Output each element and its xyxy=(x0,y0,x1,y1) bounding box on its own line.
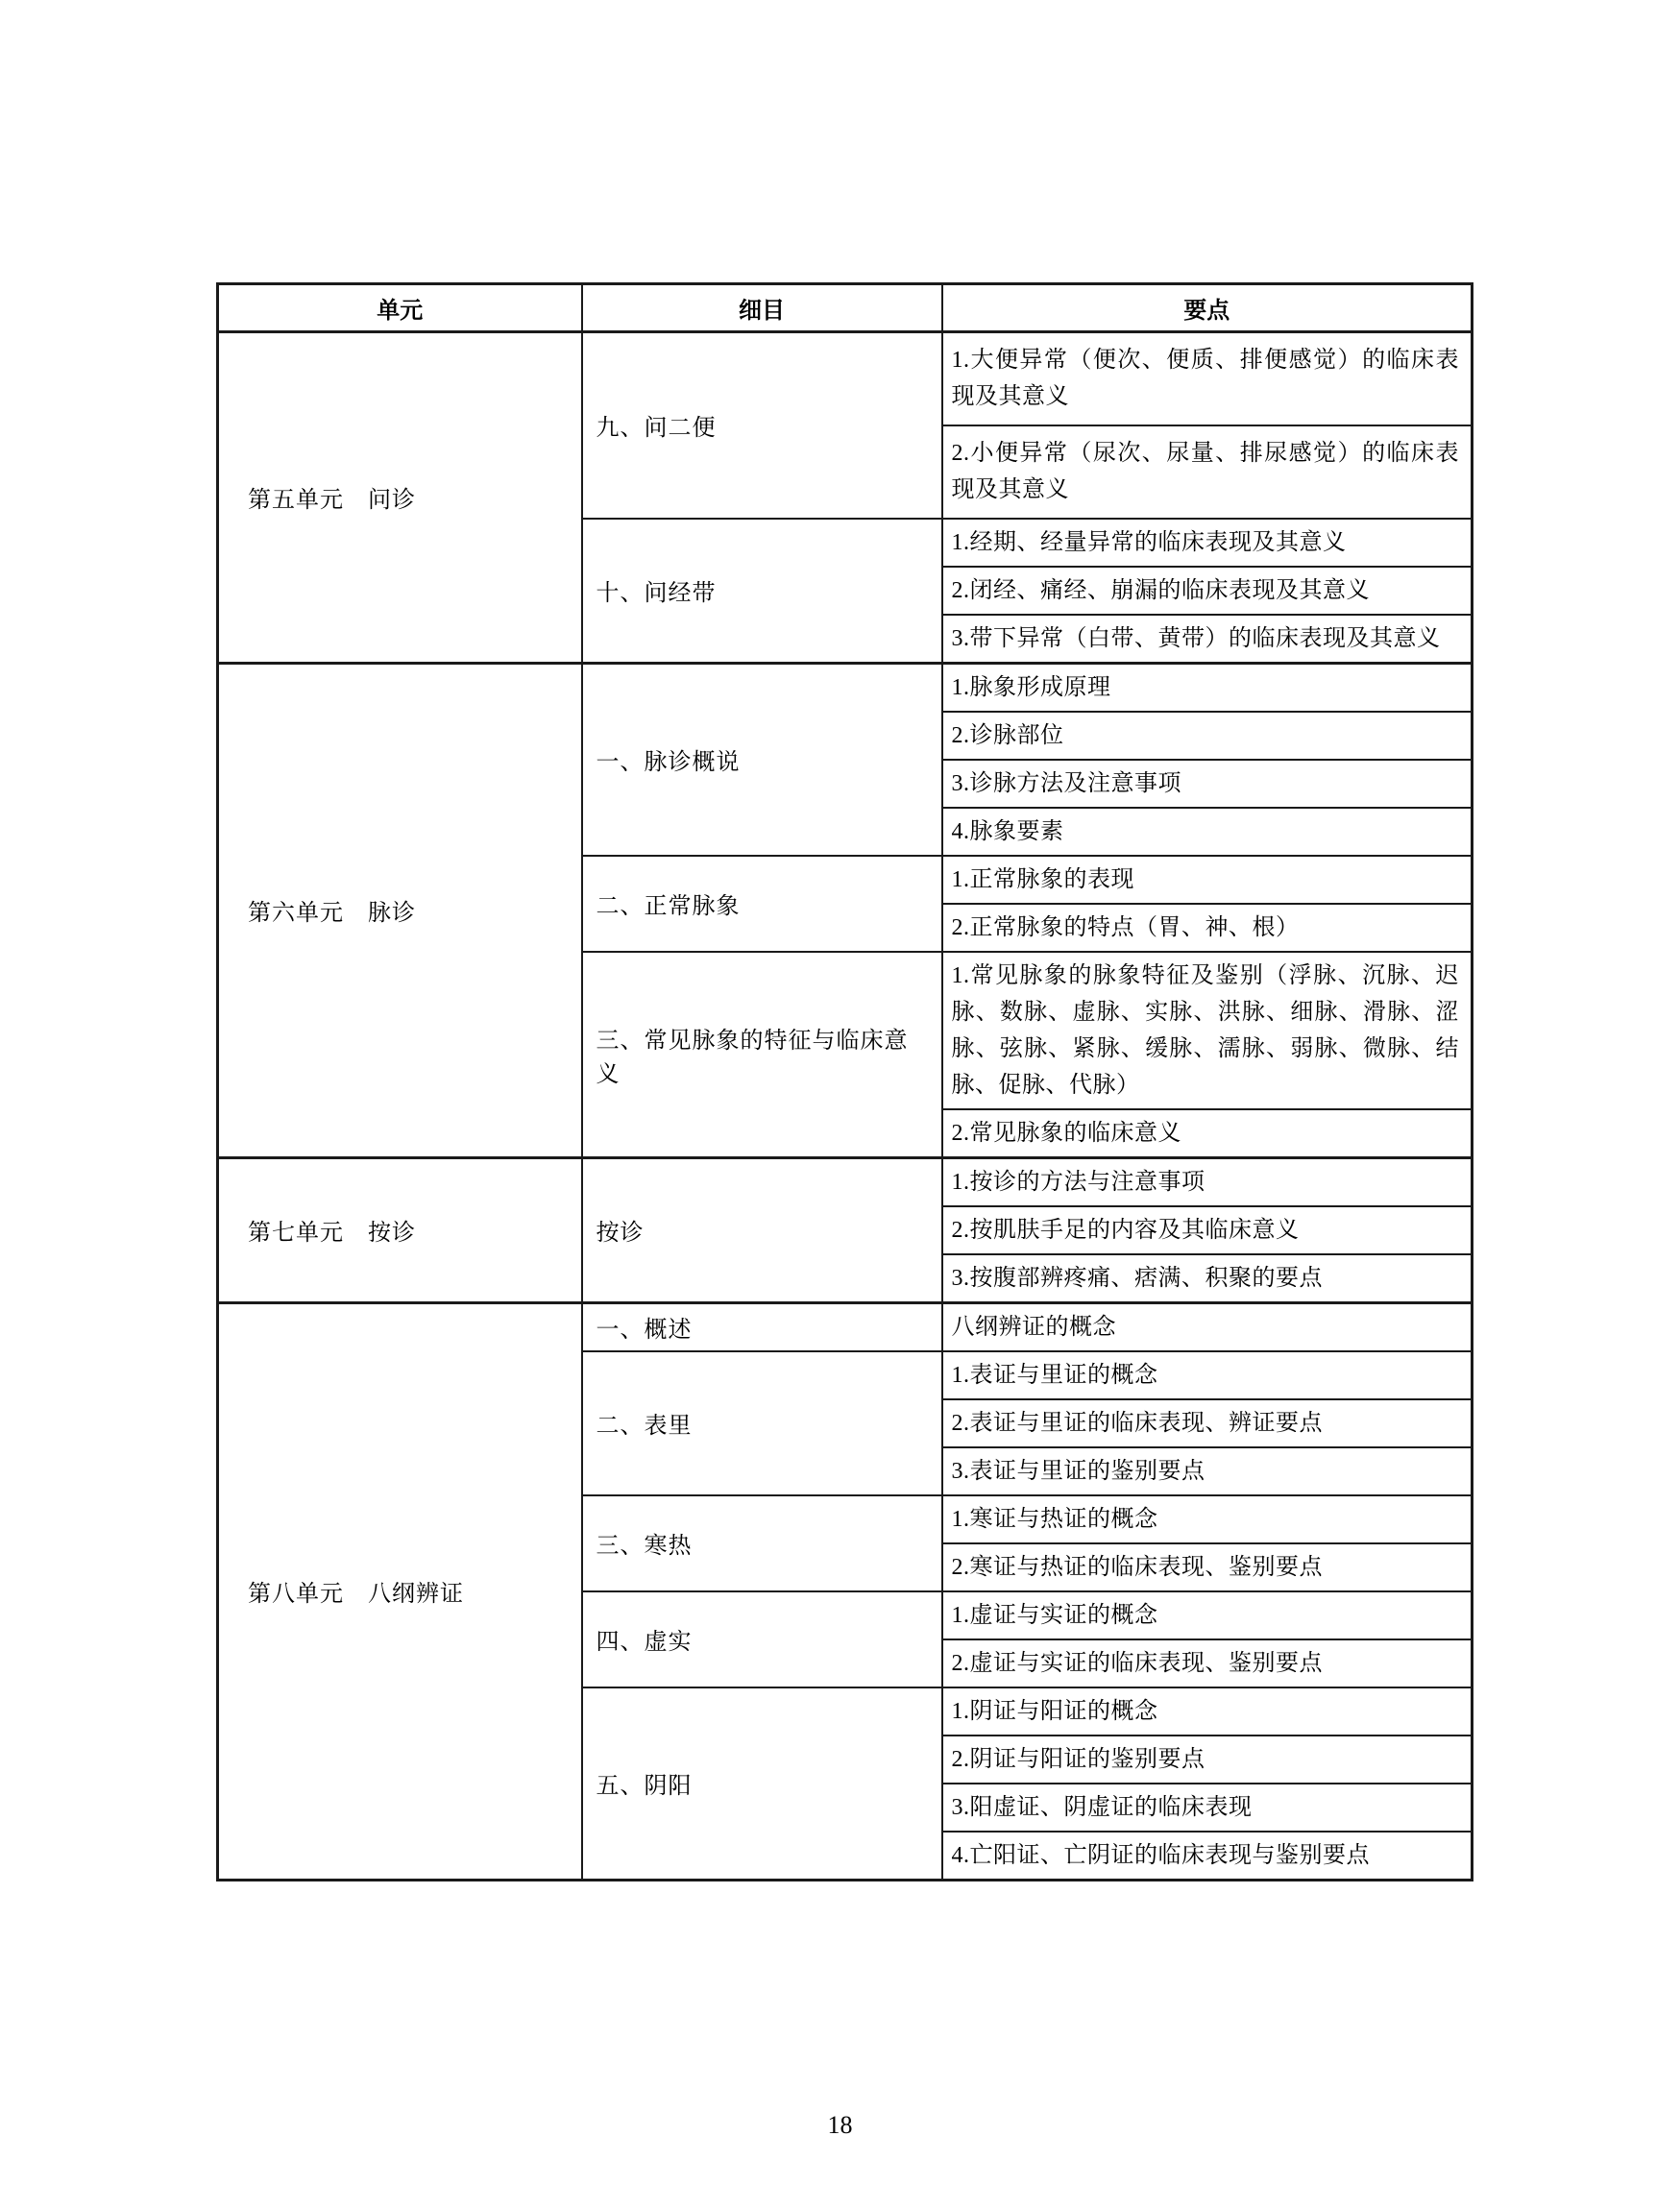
point-cell: 2.闭经、痛经、崩漏的临床表现及其意义 xyxy=(942,567,1473,615)
unit-cell: 第八单元 八纲辨证 xyxy=(218,1302,582,1880)
unit-cell: 第七单元 按诊 xyxy=(218,1157,582,1302)
point-cell: 2.小便异常（尿次、尿量、排尿感觉）的临床表现及其意义 xyxy=(942,425,1473,519)
point-cell: 4.亡阳证、亡阴证的临床表现与鉴别要点 xyxy=(942,1832,1473,1881)
point-cell: 2.寒证与热证的临床表现、鉴别要点 xyxy=(942,1543,1473,1591)
point-cell: 1.正常脉象的表现 xyxy=(942,856,1473,904)
point-cell: 3.诊脉方法及注意事项 xyxy=(942,760,1473,808)
point-cell: 2.按肌肤手足的内容及其临床意义 xyxy=(942,1206,1473,1254)
point-cell: 1.经期、经量异常的临床表现及其意义 xyxy=(942,519,1473,567)
point-cell: 2.虚证与实证的临床表现、鉴别要点 xyxy=(942,1639,1473,1687)
item-cell: 按诊 xyxy=(582,1157,942,1302)
point-cell: 1.阴证与阳证的概念 xyxy=(942,1687,1473,1736)
point-cell: 1.表证与里证的概念 xyxy=(942,1351,1473,1399)
point-cell: 1.虚证与实证的概念 xyxy=(942,1591,1473,1639)
item-cell: 五、阴阳 xyxy=(582,1687,942,1881)
point-cell: 3.带下异常（白带、黄带）的临床表现及其意义 xyxy=(942,615,1473,664)
item-cell: 九、问二便 xyxy=(582,332,942,519)
table-row xyxy=(218,1302,1473,1351)
unit-cell: 第六单元 脉诊 xyxy=(218,663,582,1157)
point-cell: 1.按诊的方法与注意事项 xyxy=(942,1157,1473,1206)
point-cell: 1.脉象形成原理 xyxy=(942,663,1473,712)
page-number: 18 xyxy=(827,2111,853,2139)
point-cell: 3.按腹部辨疼痛、痞满、积聚的要点 xyxy=(942,1254,1473,1303)
item-cell: 三、常见脉象的特征与临床意义 xyxy=(582,952,942,1158)
syllabus-table-container xyxy=(216,282,1471,1881)
point-cell: 3.表证与里证的鉴别要点 xyxy=(942,1447,1473,1495)
point-cell: 2.表证与里证的临床表现、辨证要点 xyxy=(942,1399,1473,1447)
item-cell: 二、表里 xyxy=(582,1351,942,1495)
point-cell: 八纲辨证的概念 xyxy=(942,1302,1473,1351)
point-cell: 3.阳虚证、阴虚证的临床表现 xyxy=(942,1784,1473,1832)
point-cell: 2.阴证与阳证的鉴别要点 xyxy=(942,1736,1473,1784)
point-cell: 2.常见脉象的临床意义 xyxy=(942,1109,1473,1158)
syllabus-table xyxy=(216,282,1473,1881)
item-cell: 一、概述 xyxy=(582,1302,942,1351)
item-cell: 一、脉诊概说 xyxy=(582,663,942,856)
point-cell: 1.寒证与热证的概念 xyxy=(942,1495,1473,1543)
unit-cell: 第五单元 问诊 xyxy=(218,332,582,664)
column-header-unit: 单元 xyxy=(218,284,582,332)
point-cell: 4.脉象要素 xyxy=(942,808,1473,856)
column-header-point: 要点 xyxy=(942,284,1473,332)
column-header-item: 细目 xyxy=(582,284,942,332)
point-cell: 2.正常脉象的特点（胃、神、根） xyxy=(942,904,1473,952)
item-cell: 四、虚实 xyxy=(582,1591,942,1687)
point-cell: 1.常见脉象的脉象特征及鉴别（浮脉、沉脉、迟脉、数脉、虚脉、实脉、洪脉、细脉、滑脉、涩脉、弦脉、紧脉、缓脉、濡脉、弱脉、微脉、结脉、促脉、代脉） xyxy=(942,952,1473,1109)
table-row xyxy=(218,1157,1473,1206)
item-cell: 三、寒热 xyxy=(582,1495,942,1591)
table-header-row xyxy=(218,284,1473,332)
point-cell: 1.大便异常（便次、便质、排便感觉）的临床表现及其意义 xyxy=(942,332,1473,425)
table-row xyxy=(218,332,1473,425)
point-cell: 2.诊脉部位 xyxy=(942,712,1473,760)
item-cell: 二、正常脉象 xyxy=(582,856,942,952)
item-cell: 十、问经带 xyxy=(582,519,942,664)
table-row xyxy=(218,663,1473,712)
